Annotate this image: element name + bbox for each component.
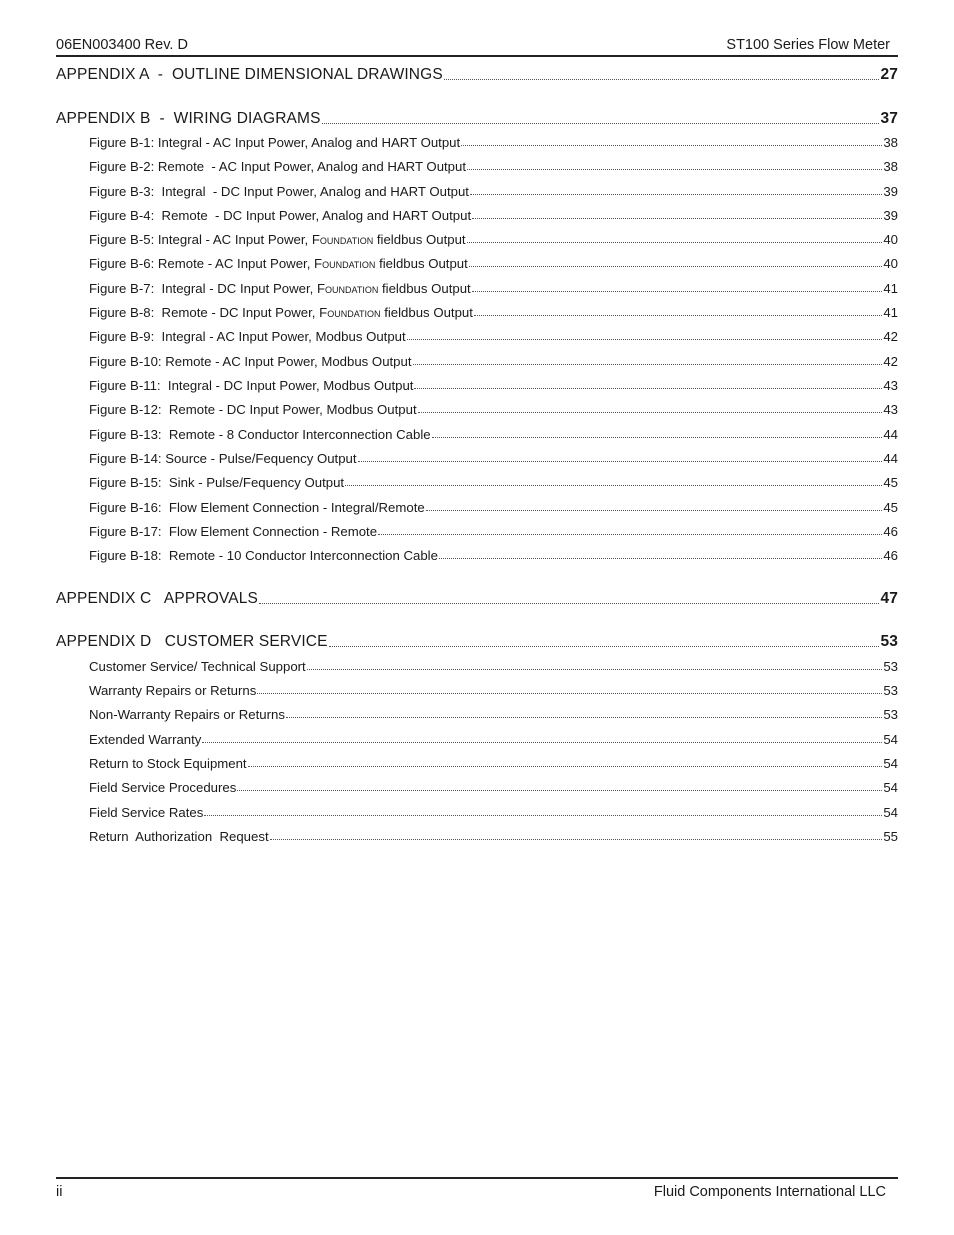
dot-leader <box>474 315 882 316</box>
dot-leader <box>407 339 883 340</box>
toc-entry-title: Figure B-12: Remote - DC Input Power, Modbus Output <box>89 402 417 417</box>
toc-subentry[interactable] <box>89 548 898 563</box>
toc-entry-title: Figure B-17: Flow Element Connection - Remote <box>89 524 378 539</box>
toc-page-number: 55 <box>883 829 898 844</box>
toc-page-number: 40 <box>883 232 898 247</box>
dot-leader <box>472 218 882 219</box>
toc-entry-title: Figure B-5: Integral - AC Input Power, Foundation fieldbus Output <box>89 232 466 247</box>
toc-page-number: 42 <box>883 329 898 344</box>
dot-leader <box>257 693 882 694</box>
dot-leader <box>418 412 883 413</box>
dot-leader <box>358 461 883 462</box>
toc-page-number: 53 <box>883 659 898 674</box>
toc-entry-title: Figure B-18: Remote - 10 Conductor Interconnection Cable <box>89 548 438 563</box>
toc-page-number: 39 <box>883 184 898 199</box>
toc-subentry[interactable] <box>89 402 898 417</box>
page-header <box>56 34 890 56</box>
toc-page-number: 53 <box>883 683 898 698</box>
toc-page-number: 54 <box>883 732 898 747</box>
page-number: ii <box>56 1184 63 1200</box>
toc-subentry[interactable] <box>89 659 898 674</box>
toc-subentry[interactable] <box>89 707 898 722</box>
toc-entry-title: Figure B-4: Remote - DC Input Power, Analog and HART Output <box>89 208 472 223</box>
dot-leader <box>204 815 882 816</box>
dot-leader <box>378 534 882 535</box>
toc-page-number: 54 <box>883 780 898 795</box>
toc-entry-title: Figure B-2: Remote - AC Input Power, Analog and HART Output <box>89 159 467 174</box>
toc-entry-title: Field Service Procedures <box>89 780 237 795</box>
dot-leader <box>307 669 883 670</box>
product-name: ST100 Series Flow Meter <box>726 37 890 53</box>
dot-leader <box>248 766 883 767</box>
toc-entry-title: Field Service Rates <box>89 805 204 820</box>
toc-page-number: 38 <box>883 159 898 174</box>
toc-entry-title: Extended Warranty <box>89 732 202 747</box>
dot-leader <box>470 194 882 195</box>
toc-subentry[interactable] <box>89 378 898 393</box>
toc-entry-title: APPENDIX B - WIRING DIAGRAMS <box>56 110 321 127</box>
toc-page-number: 54 <box>883 756 898 771</box>
toc-section-entry[interactable] <box>56 110 898 128</box>
toc-page-number: 37 <box>880 110 898 127</box>
toc-page-number: 45 <box>883 500 898 515</box>
dot-leader <box>259 603 879 604</box>
toc-subentry[interactable] <box>89 184 898 199</box>
toc-subentry[interactable] <box>89 208 898 223</box>
toc-page-number: 27 <box>880 66 898 83</box>
toc-subentry[interactable] <box>89 524 898 539</box>
footer-rule <box>56 1177 898 1179</box>
toc-entry-title: Figure B-9: Integral - AC Input Power, Modbus Output <box>89 329 406 344</box>
dot-leader <box>345 485 882 486</box>
toc-subentry[interactable] <box>89 732 898 747</box>
toc-page-number: 46 <box>883 548 898 563</box>
dot-leader <box>329 646 880 647</box>
toc-page-number: 47 <box>880 590 898 607</box>
dot-leader <box>439 558 882 559</box>
toc-page-number: 41 <box>883 305 898 320</box>
toc-page-number: 40 <box>883 256 898 271</box>
dot-leader <box>461 145 882 146</box>
toc-entry-title: Return to Stock Equipment <box>89 756 247 771</box>
toc-page-number: 53 <box>880 633 898 650</box>
dot-leader <box>467 242 883 243</box>
toc-subentry[interactable] <box>89 451 898 466</box>
toc-page-number: 46 <box>883 524 898 539</box>
dot-leader <box>413 364 883 365</box>
company-name: Fluid Components International LLC <box>653 1184 886 1200</box>
toc-entry-title: Non-Warranty Repairs or Returns <box>89 707 285 722</box>
dot-leader <box>322 123 880 124</box>
toc-subentry[interactable] <box>89 135 898 150</box>
toc-subentry[interactable] <box>89 805 898 820</box>
toc-entry-title: APPENDIX C APPROVALS <box>56 590 258 607</box>
toc-section-entry[interactable] <box>56 633 898 651</box>
toc-entry-title: APPENDIX A - OUTLINE DIMENSIONAL DRAWINGS <box>56 66 443 83</box>
toc-entry-title: Figure B-11: Integral - DC Input Power, Modbus Output <box>89 378 414 393</box>
toc-subentry[interactable] <box>89 159 898 174</box>
dot-leader <box>432 437 883 438</box>
toc-page-number: 42 <box>883 354 898 369</box>
toc-section-entry[interactable] <box>56 66 898 84</box>
toc-entry-title: Warranty Repairs or Returns <box>89 683 257 698</box>
toc-subentry[interactable] <box>89 427 898 442</box>
toc-entry-title: Figure B-3: Integral - DC Input Power, Analog and HART Output <box>89 184 469 199</box>
toc-entry-title: Figure B-7: Integral - DC Input Power, Foundation fieldbus Output <box>89 281 471 296</box>
dot-leader <box>467 169 882 170</box>
toc-page-number: 39 <box>883 208 898 223</box>
toc-entry-title: APPENDIX D CUSTOMER SERVICE <box>56 633 328 650</box>
toc-page-number: 44 <box>883 427 898 442</box>
toc-subentry[interactable] <box>89 329 898 344</box>
toc-entry-title: Return Authorization Request <box>89 829 269 844</box>
toc-entry-title: Figure B-15: Sink - Pulse/Fequency Output <box>89 475 345 490</box>
dot-leader <box>472 291 883 292</box>
toc-subentry[interactable] <box>89 232 898 247</box>
toc-page-number: 43 <box>883 378 898 393</box>
toc-subentry[interactable] <box>89 500 898 515</box>
dot-leader <box>237 790 882 791</box>
dot-leader <box>202 742 882 743</box>
toc-subentry[interactable] <box>89 281 898 296</box>
dot-leader <box>414 388 882 389</box>
dot-leader <box>444 79 880 80</box>
toc-entry-title: Figure B-16: Flow Element Connection - Integral/Remote <box>89 500 425 515</box>
toc-subentry[interactable] <box>89 829 898 844</box>
page-footer <box>56 1181 886 1203</box>
toc-subentry[interactable] <box>89 305 898 320</box>
toc-page-number: 53 <box>883 707 898 722</box>
document-number: 06EN003400 Rev. D <box>56 37 188 53</box>
toc-subentry[interactable] <box>89 256 898 271</box>
dot-leader <box>286 717 882 718</box>
toc-entry-title: Customer Service/ Technical Support <box>89 659 306 674</box>
dot-leader <box>426 510 883 511</box>
toc-section-entry[interactable] <box>56 590 898 608</box>
toc-page-number: 54 <box>883 805 898 820</box>
toc-entry-title: Figure B-1: Integral - AC Input Power, Analog and HART Output <box>89 135 461 150</box>
toc-entry-title: Figure B-8: Remote - DC Input Power, Foundation fieldbus Output <box>89 305 473 320</box>
toc-page-number: 43 <box>883 402 898 417</box>
toc-entry-title: Figure B-10: Remote - AC Input Power, Modbus Output <box>89 354 412 369</box>
toc-subentry[interactable] <box>89 756 898 771</box>
toc-subentry[interactable] <box>89 780 898 795</box>
toc-entry-title: Figure B-13: Remote - 8 Conductor Interconnection Cable <box>89 427 431 442</box>
toc-page-number: 45 <box>883 475 898 490</box>
dot-leader <box>469 266 883 267</box>
toc-subentry[interactable] <box>89 475 898 490</box>
toc-page-number: 44 <box>883 451 898 466</box>
toc-entry-title: Figure B-14: Source - Pulse/Fequency Output <box>89 451 357 466</box>
toc-page-number: 38 <box>883 135 898 150</box>
toc-page-number: 41 <box>883 281 898 296</box>
toc-subentry[interactable] <box>89 683 898 698</box>
toc-subentry[interactable] <box>89 354 898 369</box>
toc-entry-title: Figure B-6: Remote - AC Input Power, Foundation fieldbus Output <box>89 256 468 271</box>
dot-leader <box>270 839 883 840</box>
header-rule <box>56 55 898 57</box>
